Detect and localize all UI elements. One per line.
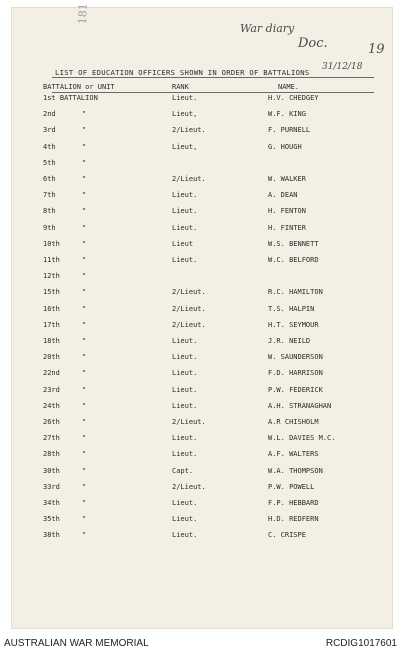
hand-line-1: War diary xyxy=(240,22,295,35)
rank-cell: 2/Lieut. xyxy=(172,482,206,491)
name-cell: P.W. POWELL xyxy=(268,482,315,491)
rank-cell: 2/Lieut. xyxy=(172,418,206,426)
rank-cell: Lieut. xyxy=(172,515,198,524)
table-row xyxy=(12,515,392,527)
rank-cell: Lieut. xyxy=(172,499,198,507)
name-cell: W.A. THOMPSON xyxy=(268,466,323,475)
header-rule xyxy=(52,92,374,93)
hand-code: 19 xyxy=(368,42,385,57)
ditto-cell: " xyxy=(82,337,87,345)
name-cell: H.V. CHEDGEY xyxy=(268,94,319,102)
unit-cell: 24th xyxy=(43,401,60,410)
footer-id: RCDIG1017601 xyxy=(325,638,397,649)
unit-cell: 16th xyxy=(43,304,60,313)
table-row xyxy=(12,126,392,138)
unit-cell: 33rd xyxy=(43,482,60,491)
unit-cell: 18th xyxy=(43,337,60,345)
footer-credit: AUSTRALIAN WAR MEMORIAL xyxy=(4,638,149,649)
rank-cell: Lieut. xyxy=(172,191,198,200)
unit-cell: 2nd xyxy=(43,110,56,119)
rank-cell: Lieut. xyxy=(172,434,198,443)
name-cell: H. FENTON xyxy=(268,207,306,216)
rank-cell: Lieut. xyxy=(172,256,198,264)
table-row xyxy=(12,94,392,106)
unit-cell: 6th xyxy=(43,175,56,183)
name-cell: H.T. SEYMOUR xyxy=(268,320,319,329)
table-row xyxy=(12,159,392,171)
name-cell: W.L. DAVIES M.C. xyxy=(268,434,336,443)
ditto-cell: " xyxy=(82,288,87,297)
table-row xyxy=(12,337,392,349)
ditto-cell: " xyxy=(82,272,87,281)
ditto-cell: " xyxy=(82,434,87,443)
table-row xyxy=(12,305,392,317)
unit-cell: 34th xyxy=(43,499,60,507)
table-row xyxy=(12,386,392,398)
ditto-cell: " xyxy=(82,126,87,135)
ditto-cell: " xyxy=(82,256,87,264)
ditto-cell: " xyxy=(82,207,87,216)
col-header-unit: BATTALION or UNIT xyxy=(43,83,115,91)
ditto-cell: " xyxy=(82,418,87,426)
ditto-cell: " xyxy=(82,353,87,362)
side-number: 181 xyxy=(76,3,90,25)
ditto-cell: " xyxy=(82,369,87,378)
ditto-cell: " xyxy=(82,158,87,167)
col-header-name: NAME. xyxy=(278,83,300,91)
unit-cell: 30th xyxy=(43,466,60,475)
table-row xyxy=(12,143,392,155)
name-cell: T.S. HALPIN xyxy=(268,304,315,313)
ditto-cell: " xyxy=(82,531,87,540)
table-row xyxy=(12,240,392,252)
ditto-cell: " xyxy=(82,482,87,491)
ditto-cell: " xyxy=(82,239,87,248)
name-cell: F. PURNELL xyxy=(268,126,311,135)
name-cell: R.C. HAMILTON xyxy=(268,288,323,297)
ditto-cell: " xyxy=(82,515,87,524)
table-row xyxy=(12,353,392,365)
unit-cell: 9th xyxy=(43,223,56,232)
table-row xyxy=(12,288,392,300)
name-cell: W. WALKER xyxy=(268,175,306,183)
hand-date: 31/12/18 xyxy=(322,62,363,72)
unit-cell: 1st BATTALION xyxy=(43,94,98,102)
ditto-cell: " xyxy=(82,499,87,507)
table-row xyxy=(12,499,392,511)
name-cell: P.W. FEDERICK xyxy=(268,385,323,394)
rank-cell: Lieut. xyxy=(172,369,198,378)
table-row xyxy=(12,450,392,462)
ditto-cell: " xyxy=(82,385,87,394)
unit-cell: 27th xyxy=(43,434,60,443)
rank-cell: Lieut. xyxy=(172,353,198,362)
table-row xyxy=(12,110,392,122)
table-row xyxy=(12,207,392,219)
table-row xyxy=(12,418,392,430)
rank-cell: 2/Lieut. xyxy=(172,288,206,297)
name-cell: W.F. KING xyxy=(268,110,306,119)
unit-cell: 8th xyxy=(43,207,56,216)
document-page xyxy=(12,3,392,628)
unit-cell: 12th xyxy=(43,272,60,281)
rank-cell: 2/Lieut. xyxy=(172,304,206,313)
rank-cell: Capt. xyxy=(172,466,194,475)
ditto-cell: " xyxy=(82,450,87,459)
unit-cell: 7th xyxy=(43,191,56,200)
name-cell: A.H. STRANAGHAN xyxy=(268,401,332,410)
ditto-cell: " xyxy=(82,110,87,119)
table-row xyxy=(12,402,392,414)
table-row xyxy=(12,224,392,236)
name-cell: W.S. BENNETT xyxy=(268,239,319,248)
rank-cell: Lieut. xyxy=(172,531,198,540)
col-header-rank: RANK xyxy=(172,83,189,91)
name-cell: H. FINTER xyxy=(268,223,306,232)
table-row xyxy=(12,434,392,446)
name-cell: F.D. HARRISON xyxy=(268,369,323,378)
table-row xyxy=(12,175,392,187)
rank-cell: Lieut. xyxy=(172,385,198,394)
table-row xyxy=(12,483,392,495)
table-row xyxy=(12,272,392,284)
rank-cell: Lieut. xyxy=(172,337,198,345)
rank-cell: Lieut, xyxy=(172,142,198,151)
unit-cell: 17th xyxy=(43,320,60,329)
name-cell: W.C. BELFORD xyxy=(268,256,319,264)
unit-cell: 5th xyxy=(43,158,56,167)
unit-cell: 15th xyxy=(43,288,60,297)
name-cell: J.R. NEILD xyxy=(268,337,311,345)
title-rule xyxy=(52,77,374,78)
ditto-cell: " xyxy=(82,191,87,200)
unit-cell: 35th xyxy=(43,515,60,524)
unit-cell: 10th xyxy=(43,239,60,248)
table-row xyxy=(12,256,392,268)
rank-cell: 2/Lieut. xyxy=(172,126,206,135)
table-row xyxy=(12,369,392,381)
name-cell: C. CRISPE xyxy=(268,531,306,540)
hand-line-2: Doc. xyxy=(298,36,328,51)
name-cell: F.P. HEBBARD xyxy=(268,499,319,507)
unit-cell: 28th xyxy=(43,450,60,459)
table-row xyxy=(12,191,392,203)
name-cell: A.R CHISHOLM xyxy=(268,418,319,426)
ditto-cell: " xyxy=(82,175,87,183)
rank-cell: Lieut. xyxy=(172,223,198,232)
ditto-cell: " xyxy=(82,466,87,475)
table-row xyxy=(12,321,392,333)
name-cell: A.F. WALTERS xyxy=(268,450,319,459)
name-cell: G. HOUGH xyxy=(268,142,302,151)
name-cell: H.D. REDFERN xyxy=(268,515,319,524)
rank-cell: Lieut. xyxy=(172,401,198,410)
unit-cell: 3rd xyxy=(43,126,56,135)
unit-cell: 26th xyxy=(43,418,60,426)
unit-cell: 23rd xyxy=(43,385,60,394)
table-row xyxy=(12,467,392,479)
ditto-cell: " xyxy=(82,401,87,410)
ditto-cell: " xyxy=(82,320,87,329)
ditto-cell: " xyxy=(82,304,87,313)
unit-cell: 20th xyxy=(43,353,60,362)
name-cell: W. SAUNDERSON xyxy=(268,353,323,362)
ditto-cell: " xyxy=(82,223,87,232)
rank-cell: Lieut. xyxy=(172,94,198,102)
rank-cell: 2/Lieut. xyxy=(172,175,206,183)
rank-cell: Lieut, xyxy=(172,110,198,119)
table-row xyxy=(12,531,392,543)
unit-cell: 22nd xyxy=(43,369,60,378)
document-title: LIST OF EDUCATION OFFICERS SHOWN IN ORDER OF BATTALIONS xyxy=(55,68,310,77)
rank-cell: Lieut. xyxy=(172,207,198,216)
rank-cell: 2/Lieut. xyxy=(172,320,206,329)
rank-cell: Lieut. xyxy=(172,450,198,459)
unit-cell: 38th xyxy=(43,531,60,540)
unit-cell: 11th xyxy=(43,256,60,264)
name-cell: A. DEAN xyxy=(268,191,298,200)
rank-cell: Lieut xyxy=(172,239,194,248)
unit-cell: 4th xyxy=(43,142,56,151)
ditto-cell: " xyxy=(82,142,87,151)
